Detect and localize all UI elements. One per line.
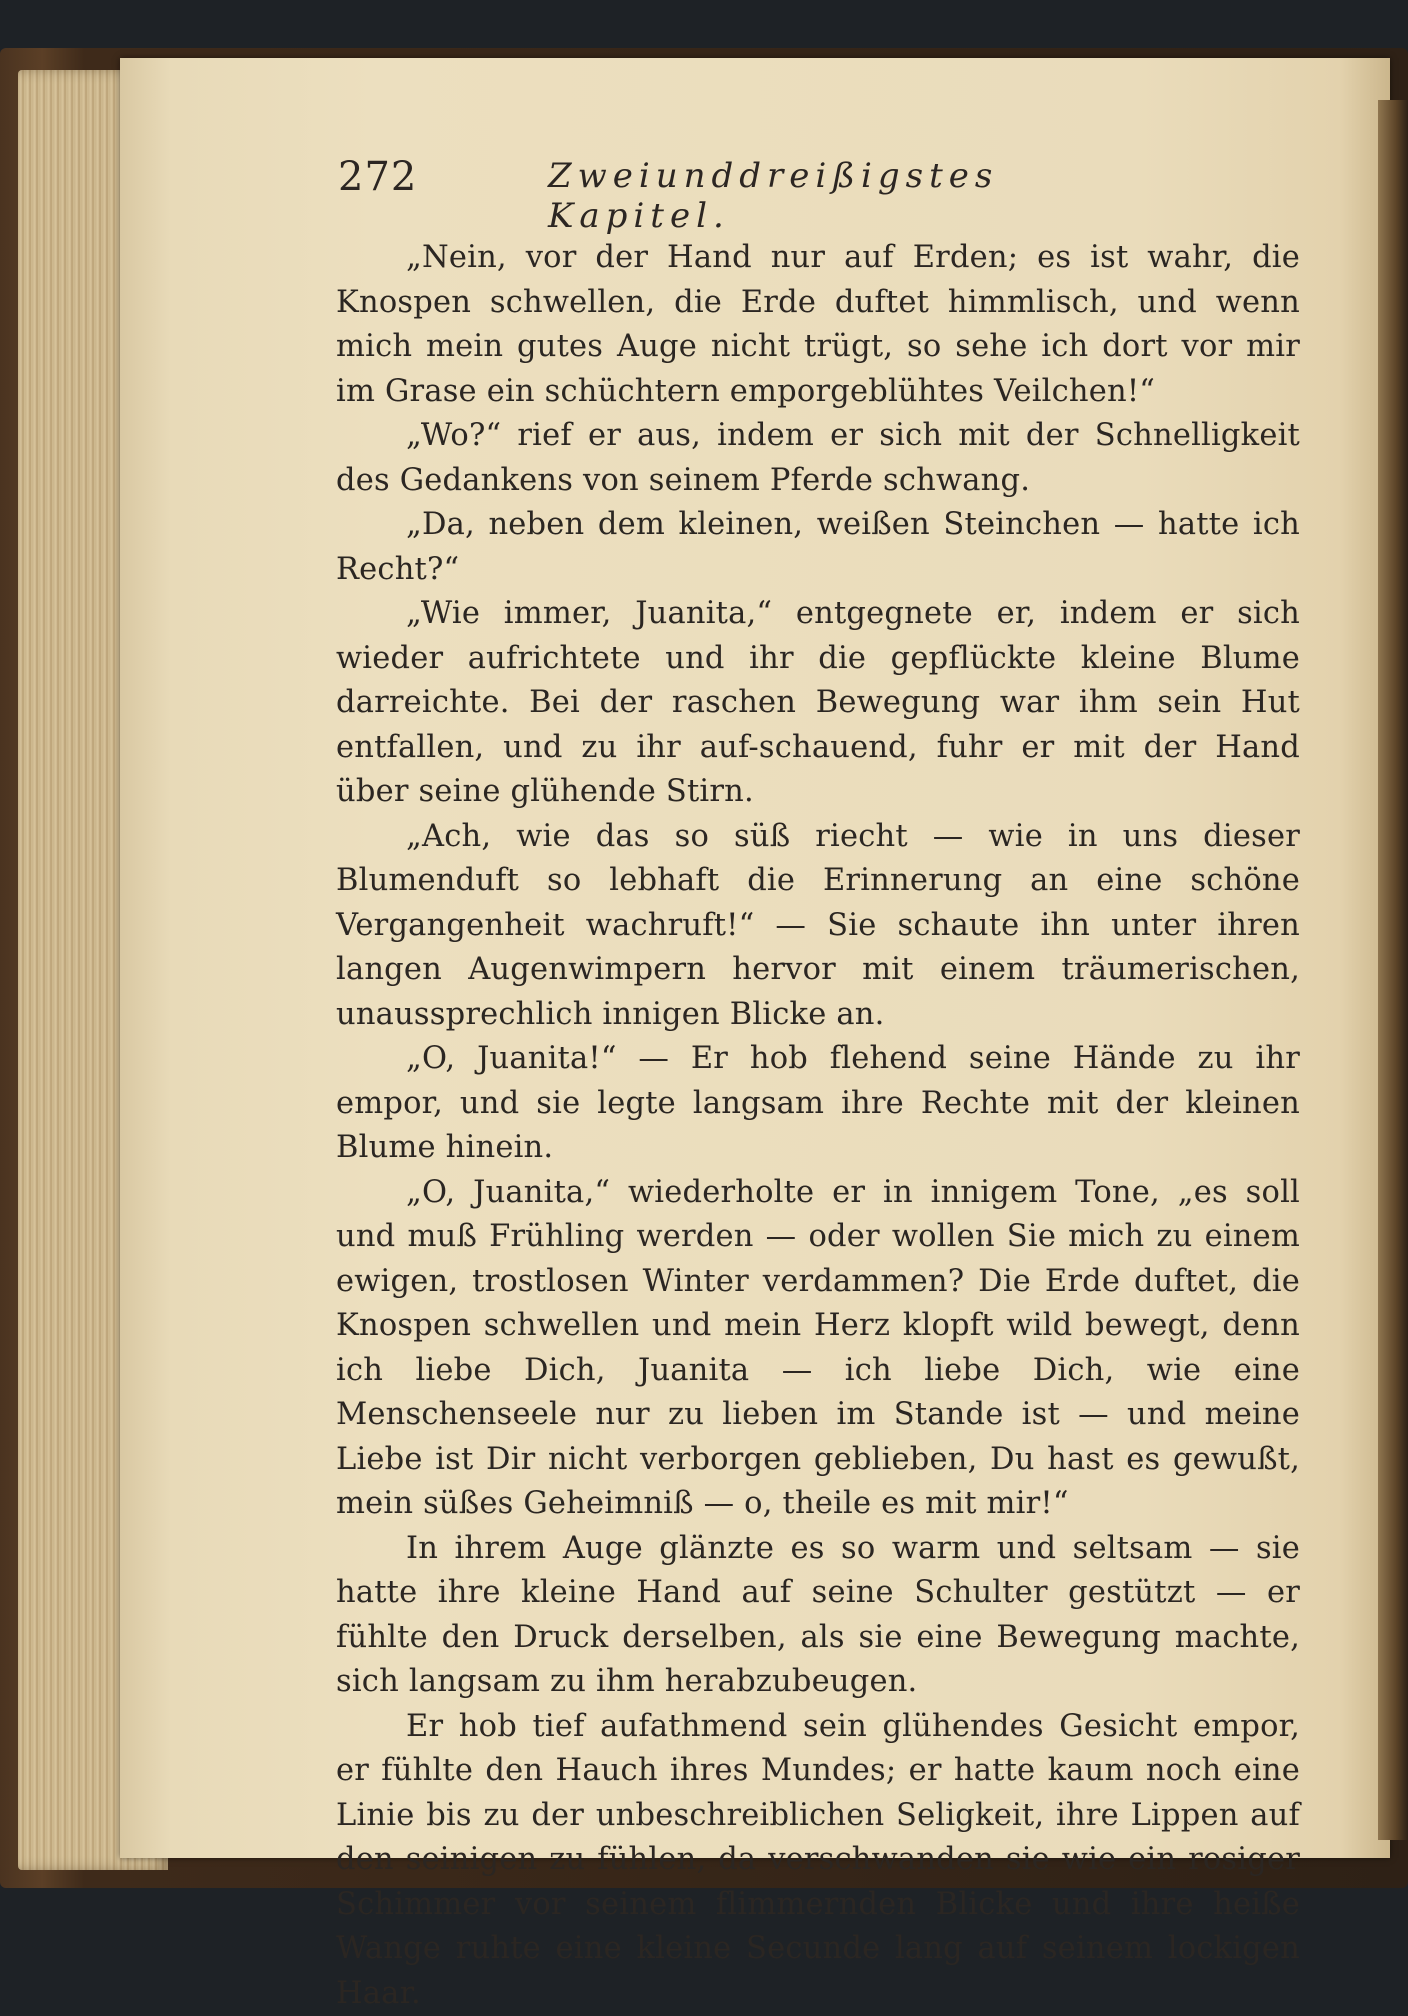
paragraph: „Da, neben dem kleinen, weißen Steinchen — hatte ich Recht?“ xyxy=(336,503,1300,592)
paragraph: „O, Juanita!“ — Er hob flehend seine Hände zu ihr empor, und sie legte langsam ihre Rechte mit der kleinen Blume hinein. xyxy=(336,1037,1300,1171)
binding-edge xyxy=(1378,100,1408,1840)
paragraph: „Wie immer, Juanita,“ entgegnete er, indem er sich wieder aufrichtete und ihr die gepflückte kleine Blume darreichte. Bei der raschen Bewegung war ihm sein Hut entfallen, und zu ihr auf-schauend, fuhr er mit der Hand über seine glühende Stirn. xyxy=(336,592,1300,815)
body-text xyxy=(336,236,1300,2016)
paragraph: „Nein, vor der Hand nur auf Erden; es ist wahr, die Knospen schwellen, die Erde duftet himmlisch, und wenn mich mein gutes Auge nicht trügt, so sehe ich dort vor mir im Grase ein schüchtern emporgeblühtes Veilchen!“ xyxy=(336,236,1300,414)
page-header xyxy=(218,150,1098,210)
paragraph: „Ach, wie das so süß riecht — wie in uns dieser Blumenduft so lebhaft die Erinnerung an eine schöne Vergangenheit wachruft!“ — Sie schaute ihn unter ihren langen Augenwimpern hervor mit einem träumerischen, unaussprechlich innigen Blicke an. xyxy=(336,815,1300,1038)
paragraph: „Wo?“ rief er aus, indem er sich mit der Schnelligkeit des Gedankens von seinem Pferde schwang. xyxy=(336,414,1300,503)
paragraph: In ihrem Auge glänzte es so warm und seltsam — sie hatte ihre kleine Hand auf seine Schulter gestützt — er fühlte den Druck derselben, als sie eine Bewegung machte, sich langsam zu ihm herabzubeugen. xyxy=(336,1527,1300,1705)
paragraph: „O, Juanita,“ wiederholte er in innigem Tone, „es soll und muß Frühling werden — oder wollen Sie mich zu einem ewigen, trostlosen Winter verdammen? Die Erde duftet, die Knospen schwellen und mein Herz klopft wild bewegt, denn ich liebe Dich, Juanita — ich liebe Dich, wie eine Menschenseele nur zu lieben im Stande ist — und meine Liebe ist Dir nicht verborgen geblieben, Du hast es gewußt, mein süßes Geheimniß — o, theile es mit mir!“ xyxy=(336,1171,1300,1527)
page-number: 272 xyxy=(338,154,417,200)
paragraph: Er hob tief aufathmend sein glühendes Gesicht empor, er fühlte den Hauch ihres Mundes; er hatte kaum noch eine Linie bis zu der unbeschreiblichen Seligkeit, ihre Lippen auf den seinigen zu fühlen, da verschwanden sie wie ein rosiger Schimmer vor seinem flimmernden Blicke und ihre heiße Wange ruhte eine kleine Secunde lang auf seinem lockigen Haar. xyxy=(336,1705,1300,2016)
chapter-title: Zweiunddreißigstes Kapitel. xyxy=(548,156,1098,236)
